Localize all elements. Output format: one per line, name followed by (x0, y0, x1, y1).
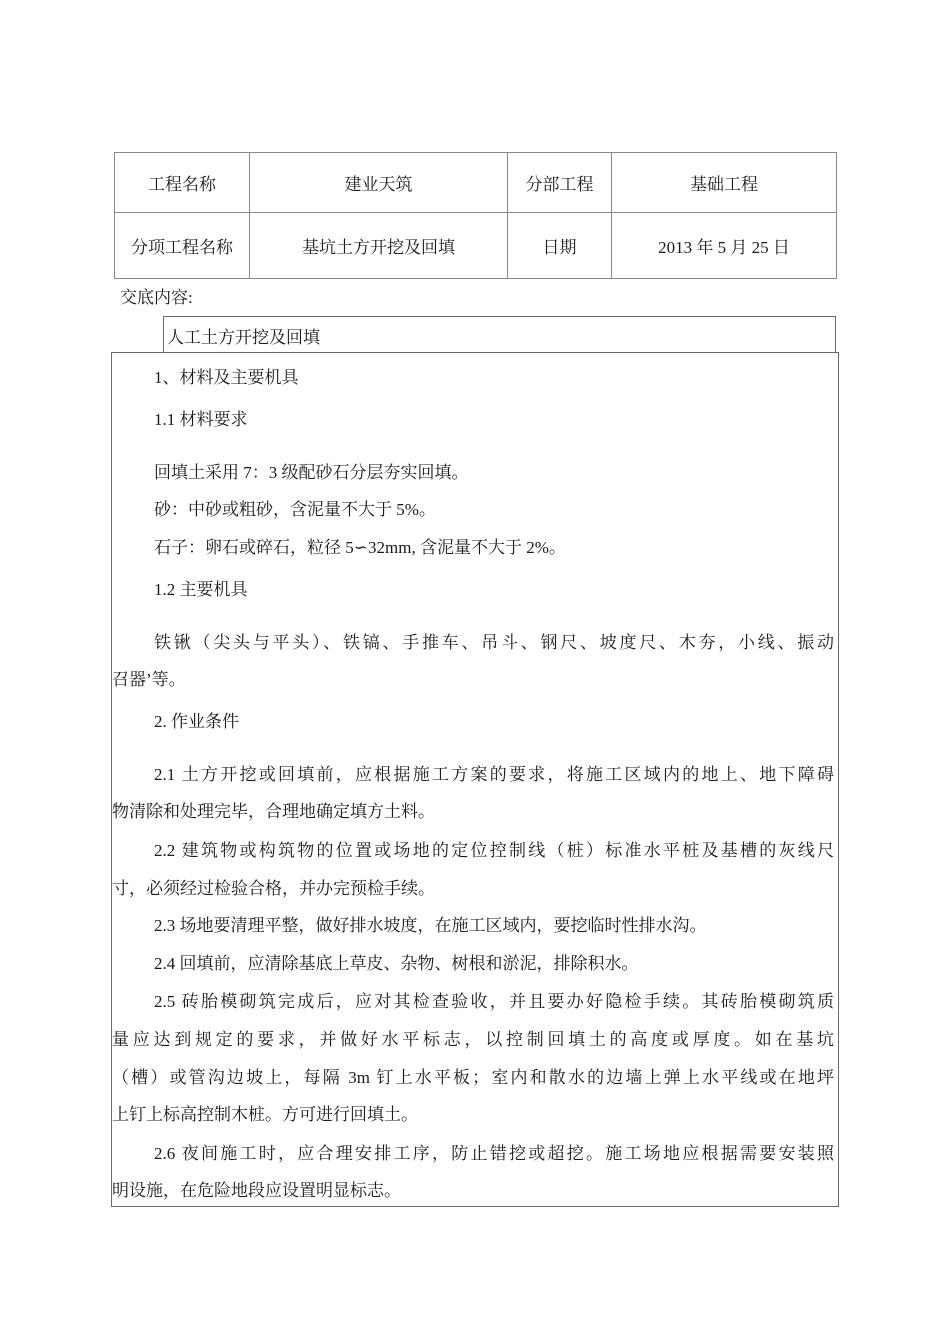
project-info-table (114, 152, 837, 279)
subitem-label: 分项工程名称 (115, 213, 250, 279)
s1-2-heading: 1.2 主要机具 (154, 580, 248, 599)
project-name-label: 工程名称 (115, 153, 250, 213)
s1-1-p1: 回填土采用 7：3 级配砂石分层夯实回填。 (154, 463, 469, 482)
s1-1-heading: 1.1 材料要求 (154, 410, 248, 429)
s2-5-line3: （槽）或管沟边坡上，每隔 3m 钉上水平板；室内和散水的边墙上弹上水平线或在地坪 (112, 1068, 834, 1087)
s2-6-line1: 2.6 夜间施工时，应合理安排工序，防止错挖或超挖。施工场地应根据需要安装照 (154, 1144, 834, 1163)
subitem-value: 基坑土方开挖及回填 (250, 213, 508, 279)
s2-2-line2: 寸，必须经过检验合格，并办完预检手续。 (112, 879, 435, 898)
s2-5-line4: 上钉上标高控制木桩。方可进行回填土。 (112, 1105, 418, 1124)
s2-5-line2: 量应达到规定的要求，并做好水平标志，以控制回填土的高度或厚度。如在基坑 (112, 1030, 834, 1049)
section-title: 人工土方开挖及回填 (167, 328, 320, 347)
project-info-row (115, 153, 837, 213)
s2-5-line1: 2.5 砖胎模砌筑完成后，应对其检查验收，并且要办好隐检手续。其砖胎模砌筑质 (154, 992, 834, 1011)
date-value: 2013 年 5 月 25 日 (612, 213, 837, 279)
s2-1-line1: 2.1 土方开挖或回填前，应根据施工方案的要求，将施工区域内的地上、地下障碍 (154, 765, 834, 784)
subitem-row (115, 213, 837, 279)
s2-2-line1: 2.2 建筑物或构筑物的位置或场地的定位控制线（桩）标准水平桩及基槽的灰线尺 (154, 841, 834, 860)
project-name-value: 建业天筑 (250, 153, 508, 213)
s1-2-p1-line2: 召器’等。 (112, 670, 186, 689)
s1-1-p3: 石子：卵石或碎石，粒径 5∽32mm, 含泥量不大于 2%。 (154, 538, 566, 557)
division-label: 分部工程 (508, 153, 612, 213)
s2-heading: 2. 作业条件 (154, 712, 239, 731)
s1-2-p1-line1: 铁锹（尖头与平头）、铁镐、手推车、吊斗、钢尺、坡度尺、木夯，小线、振动 (154, 633, 834, 652)
s2-6-line2: 明设施，在危险地段应设置明显标志。 (112, 1181, 401, 1200)
disclosure-label: 交底内容: (120, 288, 193, 307)
s2-3: 2.3 场地要清理平整，做好排水坡度，在施工区域内，要挖临时性排水沟。 (154, 916, 707, 935)
s2-4: 2.4 回填前，应清除基底上草皮、杂物、树根和淤泥，排除积水。 (154, 954, 639, 973)
division-value: 基础工程 (612, 153, 837, 213)
section-title-box (163, 316, 836, 352)
s2-1-line2: 物清除和处理完毕，合理地确定填方土料。 (112, 802, 435, 821)
s1-1-p2: 砂：中砂或粗砂，含泥量不大于 5%。 (154, 500, 436, 519)
date-label: 日期 (508, 213, 612, 279)
s1-heading: 1、材料及主要机具 (154, 368, 299, 387)
